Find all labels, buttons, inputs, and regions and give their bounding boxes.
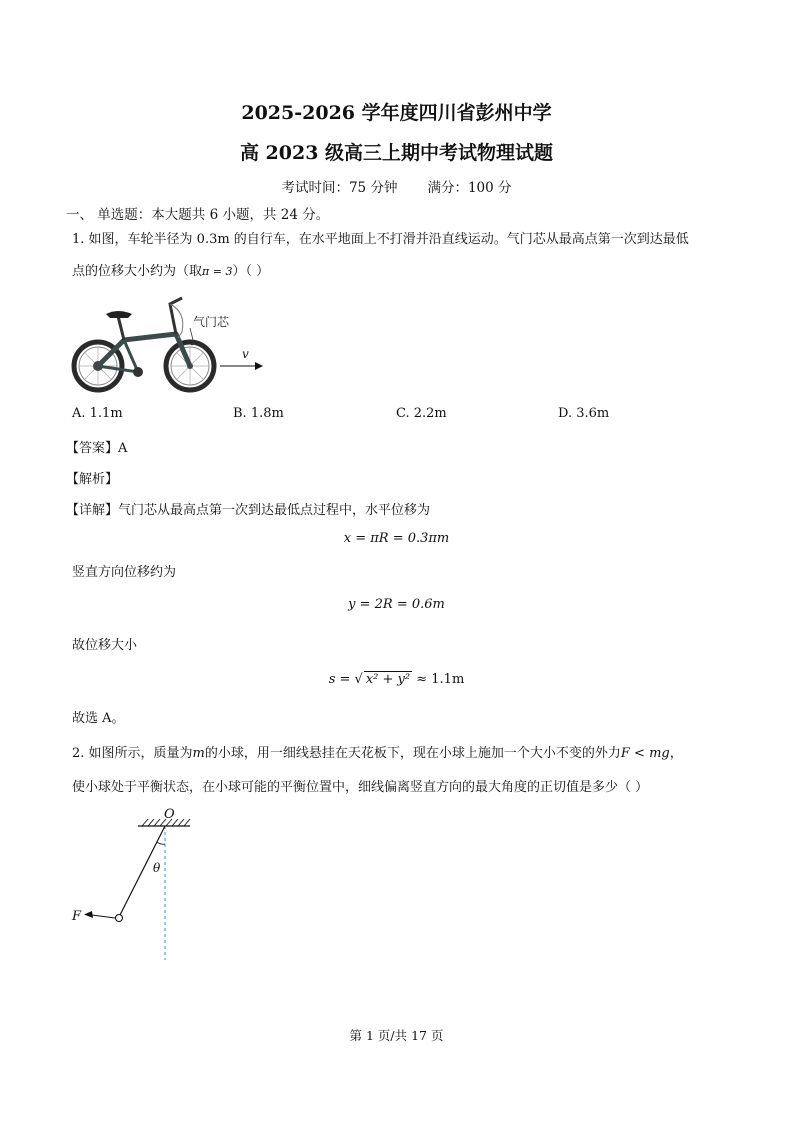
q1-option-b[interactable]: B. 1.8m xyxy=(233,406,284,421)
q1-magnitude-text: 故位移大小 xyxy=(72,638,138,653)
q1-equation-y: y = 2R = 0.6m xyxy=(348,597,445,612)
q1-answer: 【答案】A xyxy=(66,441,128,456)
q2-force-condition: F < mg xyxy=(620,746,670,761)
q1-option-d[interactable]: D. 3.6m xyxy=(558,406,610,421)
angle-arc xyxy=(157,842,165,844)
exam-meta xyxy=(0,176,793,196)
theta-label: θ xyxy=(153,861,161,875)
q2-stem-text-a: 2. 如图所示，质量为 xyxy=(72,746,193,761)
q1-equation-s: s = √ x² + y² ≈ 1.1m xyxy=(328,672,465,687)
q1-equation-x: x = πR = 0.3πm xyxy=(343,531,450,546)
exam-time: 考试时间：75 分钟 xyxy=(281,180,398,196)
pendulum-figure xyxy=(66,808,206,968)
exam-score: 满分：100 分 xyxy=(427,180,512,196)
q1-stem-text: 点的位移大小约为（取 xyxy=(72,264,203,279)
exam-title-line2: 高 2023 级高三上期中考试物理试题 xyxy=(239,142,554,164)
valve-label: 气门芯 xyxy=(193,315,230,329)
q2-stem-text-c: ， xyxy=(669,746,683,761)
force-label: F xyxy=(72,909,82,924)
q1-option-c[interactable]: C. 2.2m xyxy=(396,406,447,421)
q1-stem-bracket: ）（ ） xyxy=(232,264,270,279)
section-heading: 一、 单选题：本大题共 6 小题，共 24 分。 xyxy=(66,207,330,223)
q2-stem-line2: 使小球处于平衡状态，在小球可能的平衡位置中，细线偏离竖直方向的最大角度的正切值是多少（ ） xyxy=(72,780,649,795)
velocity-label: v xyxy=(242,347,249,361)
q1-pi-value: π = 3 xyxy=(202,265,233,278)
q1-stem-line1: 1. 如图，车轮半径为 0.3m 的自行车，在水平地面上不打滑并沿直线运动。气门芯从最高点第一次到达最低 xyxy=(72,232,689,247)
arrow-right-icon xyxy=(255,362,263,370)
q2-stem-line1 xyxy=(72,744,683,764)
pivot-label: O xyxy=(164,808,175,822)
q1-eq-s-right: ≈ 1.1m xyxy=(416,672,465,687)
arrow-left-icon xyxy=(84,911,93,918)
q1-vertical-text: 竖直方向位移约为 xyxy=(72,565,177,580)
q1-detail-text: 【详解】气门芯从最高点第一次到达最低点过程中，水平位移为 xyxy=(66,503,431,518)
page-footer: 第 1 页/共 17 页 xyxy=(349,1028,444,1043)
q1-conclusion: 故选 A。 xyxy=(72,711,125,726)
q2-stem-text-b: 的小球，用一细线悬挂在天花板下，现在小球上施加一个大小不变的外力 xyxy=(204,746,621,761)
exam-title-line1: 2025-2026 学年度四川省彭州中学 xyxy=(241,102,552,124)
q1-eq-s-left: s = xyxy=(328,672,351,687)
q1-eq-s-radicand: x² + y² xyxy=(365,672,411,687)
q1-analysis-heading: 【解析】 xyxy=(66,472,119,487)
q1-stem-line2 xyxy=(72,262,269,282)
bicycle-figure xyxy=(66,292,266,400)
q1-option-a[interactable]: A. 1.1m xyxy=(72,406,123,421)
ball xyxy=(116,915,123,922)
q2-mass-symbol: m xyxy=(192,746,205,761)
